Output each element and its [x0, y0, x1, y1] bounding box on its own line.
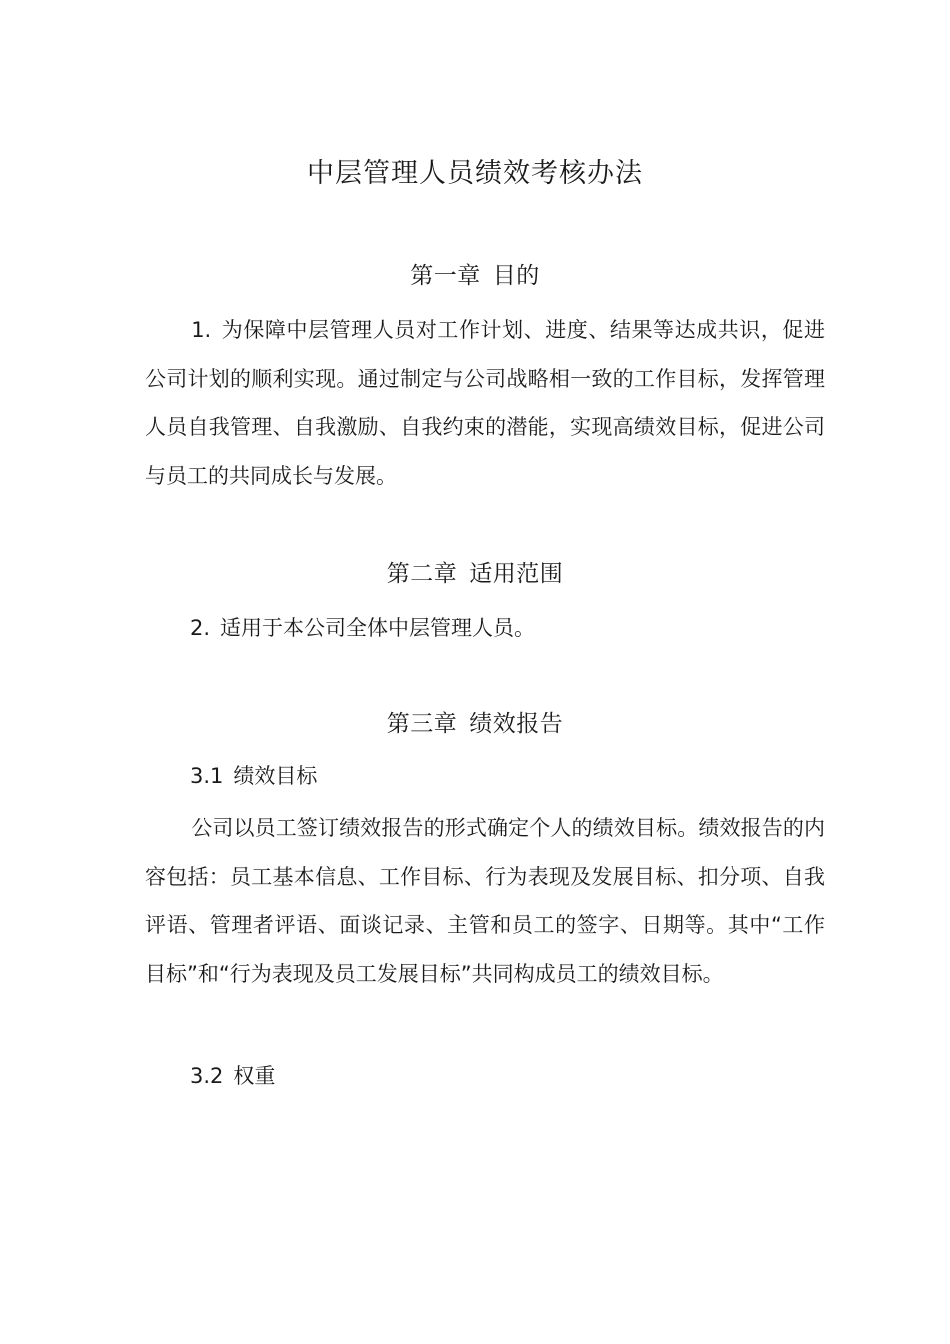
- section-3-1-heading: [190, 760, 317, 792]
- section-3-2-heading: [190, 1060, 275, 1092]
- section-number: 3.1: [190, 764, 224, 788]
- paragraph-text: 为保障中层管理人员对工作计划、进度、结果等达成共识，促进公司计划的顺利实现。通过制定与公司战略相一致的工作目标，发挥管理人员自我管理、自我激励、自我约束的潜能，实现高绩效目标，促进公司与员工的共同成长与发展。: [145, 318, 825, 488]
- section-3-1-paragraph: 公司以员工签订绩效报告的形式确定个人的绩效目标。绩效报告的内容包括：员工基本信息、工作目标、行为表现及发展目标、扣分项、自我评语、管理者评语、面谈记录、主管和员工的签字、日期等。其中“工作目标”和“行为表现及员工发展目标”共同构成员工的绩效目标。: [145, 816, 825, 986]
- chapter-2-title: 适用范围: [469, 561, 564, 587]
- chapter-1-title: 目的: [492, 263, 540, 289]
- chapter-1-paragraph: [145, 306, 825, 500]
- item-text: 适用于本公司全体中层管理人员。: [220, 616, 536, 640]
- chapter-1-heading: [0, 258, 950, 294]
- chapter-3-heading: [0, 706, 950, 742]
- chapter-3-number: 第三章: [386, 711, 458, 737]
- chapter-2-number: 第二章: [386, 561, 458, 587]
- chapter-2-item: [190, 612, 535, 644]
- section-title: 权重: [233, 1064, 276, 1088]
- chapter-2-heading: [0, 556, 950, 592]
- chapter-1-number: 第一章: [410, 263, 481, 289]
- item-number: 2.: [190, 616, 211, 640]
- section-number: 3.2: [190, 1064, 224, 1088]
- section-title: 绩效目标: [233, 764, 318, 788]
- chapter-3-title: 绩效报告: [469, 711, 564, 737]
- document-title: 中层管理人员绩效考核办法: [307, 158, 643, 189]
- paragraph-number: 1.: [191, 318, 212, 342]
